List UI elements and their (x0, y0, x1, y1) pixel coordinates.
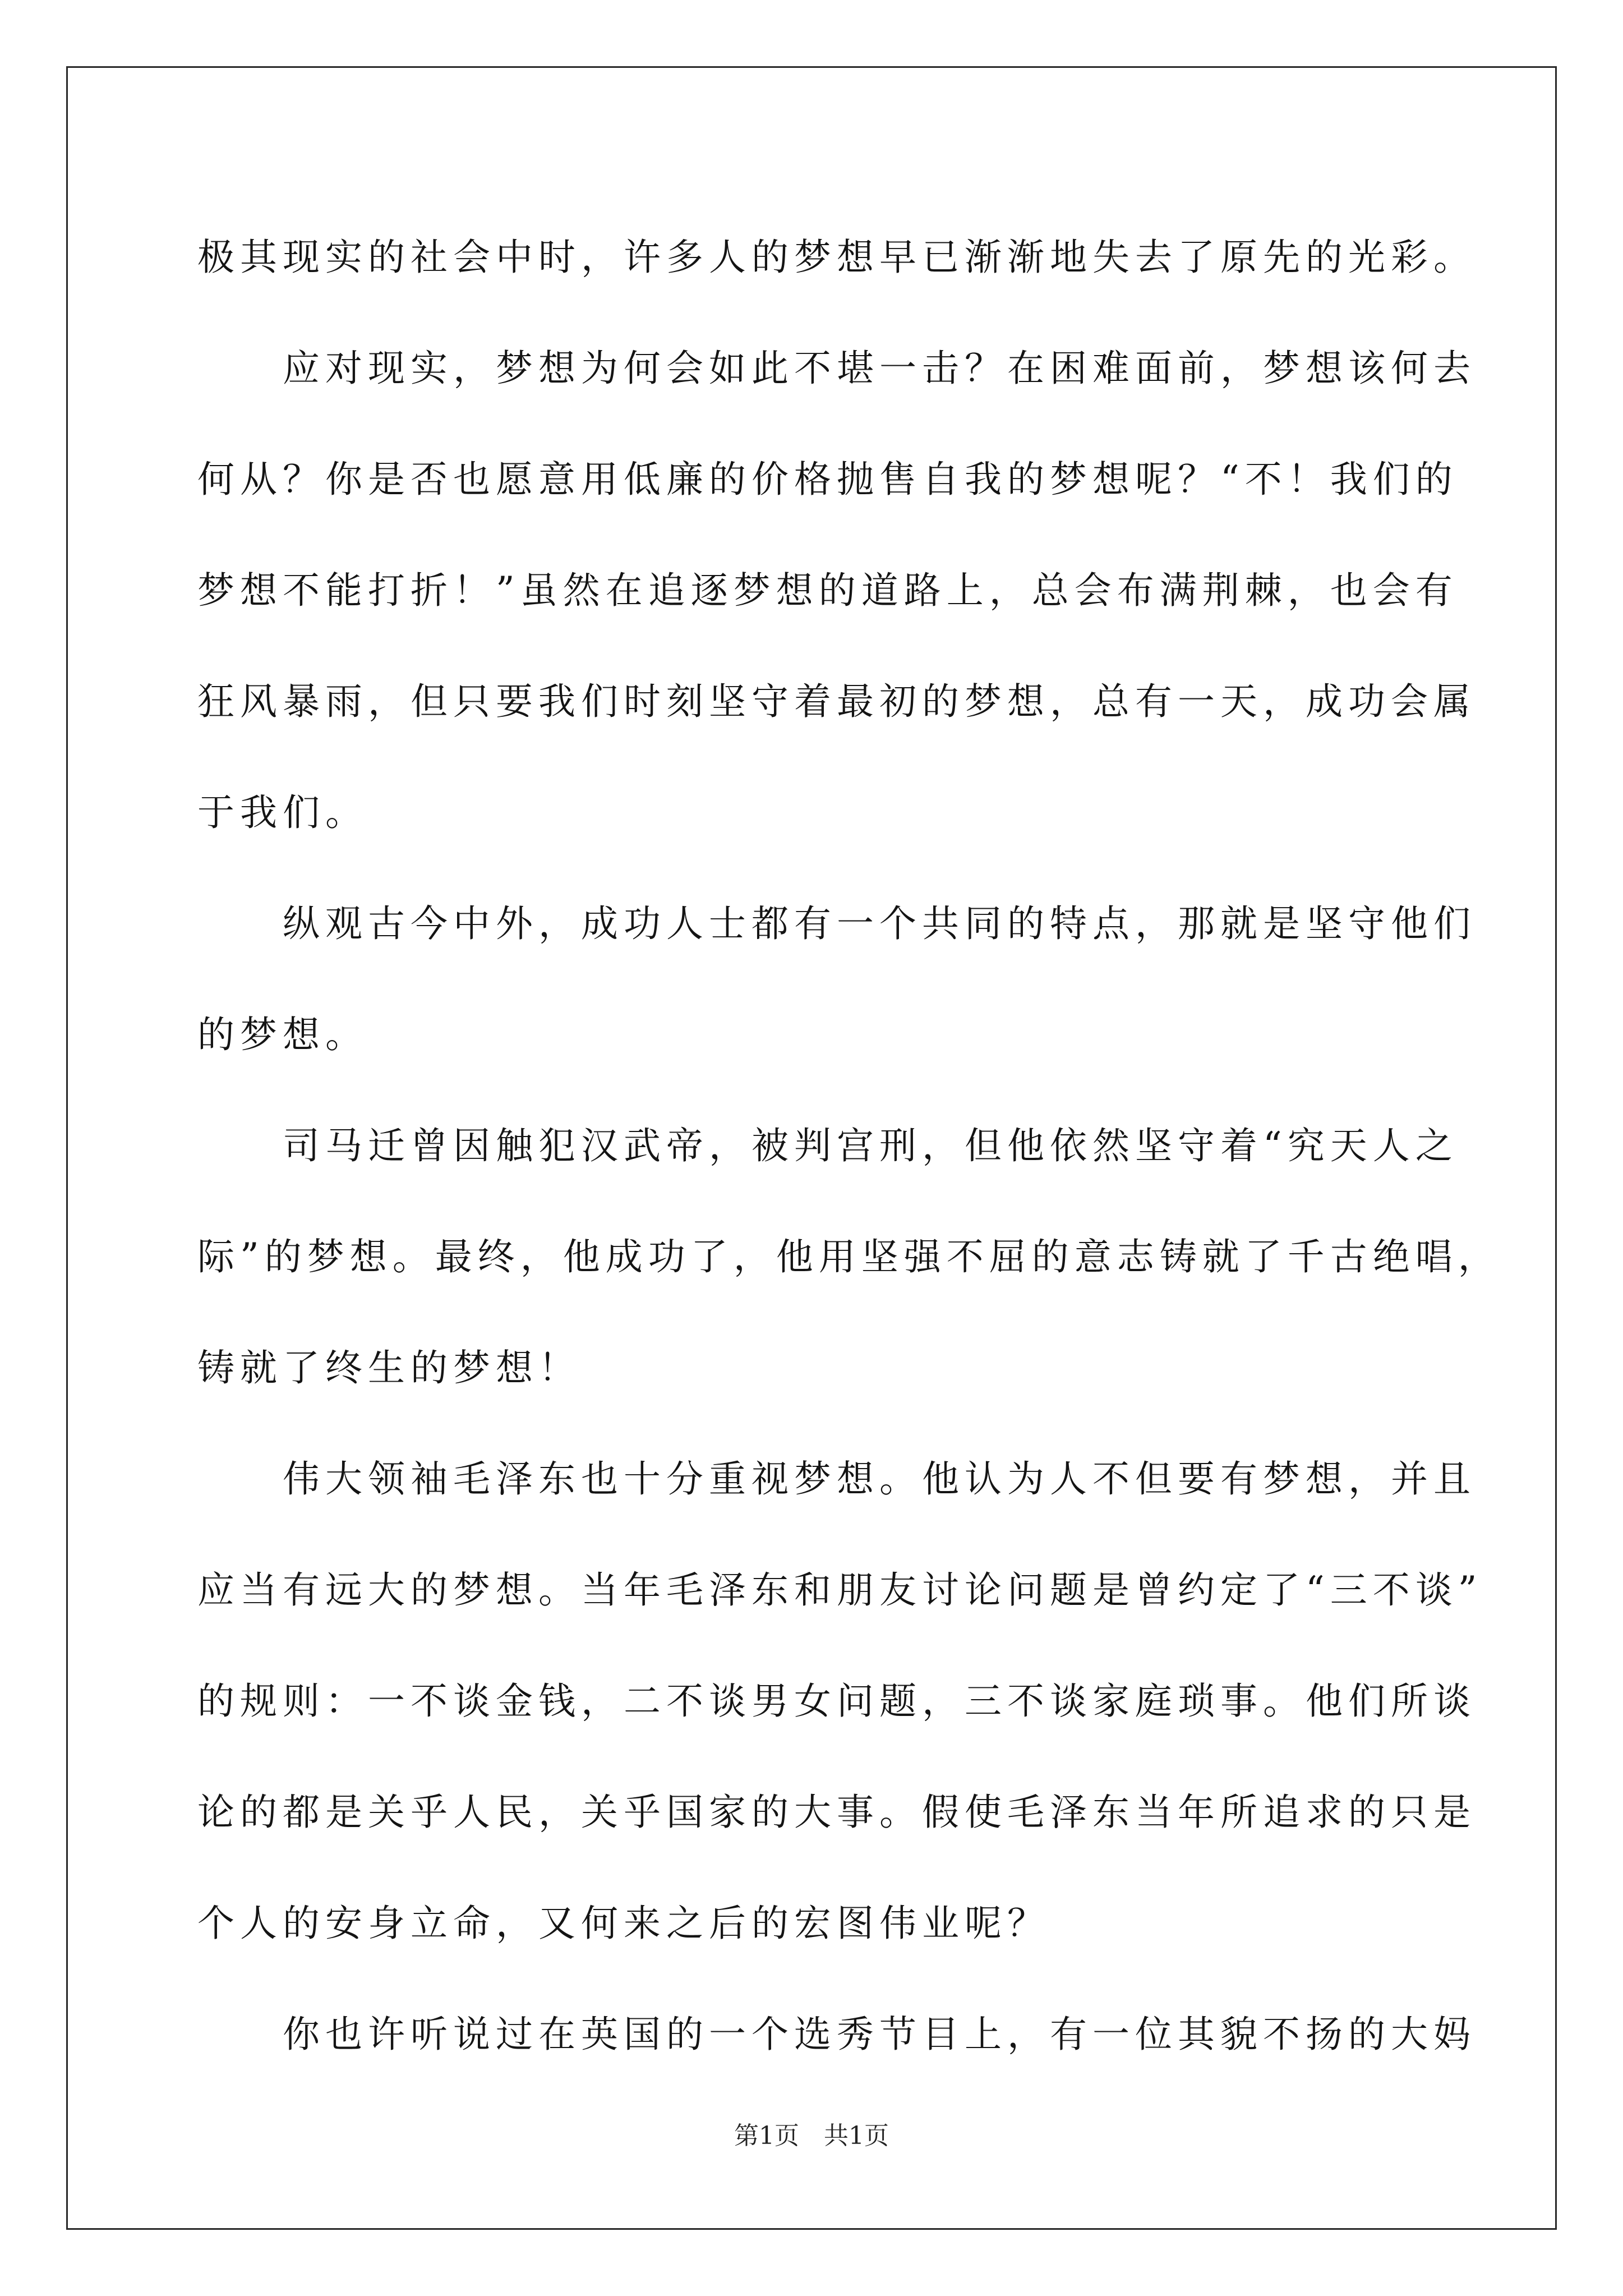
text-line: 极其现实的社会中时，许多人的梦想早已渐渐地失去了原先的光彩。 (197, 236, 1476, 279)
text-line: 狂风暴雨，但只要我们时刻坚守着最初的梦想，总有一天，成功会属 (197, 680, 1476, 723)
text-line: 应当有远大的梦想。当年毛泽东和朋友讨论问题是曾约定了“三不谈” (197, 1568, 1483, 1612)
text-line: 的规则：一不谈金钱，二不谈男女问题，三不谈家庭琐事。他们所谈 (197, 1680, 1476, 1723)
text-line: 伟大领袖毛泽东也十分重视梦想。他认为人不但要有梦想，并且 (197, 1457, 1476, 1501)
text-line: 梦想不能打折！”虽然在追逐梦想的道路上，总会布满荆棘，也会有 (197, 569, 1458, 612)
text-line: 铸就了终生的梦想！ (197, 1346, 581, 1389)
text-line: 应对现实，梦想为何会如此不堪一击？在困难面前，梦想该何去 (197, 347, 1476, 390)
text-line: 际”的梦想。最终，他成功了，他用坚强不屈的意志铸就了千古绝唱， (197, 1235, 1501, 1278)
text-line: 于我们。 (197, 791, 368, 834)
document-body (197, 202, 1501, 2090)
text-line: 个人的安身立命，又何来之后的宏图伟业呢？ (197, 1902, 1050, 1945)
text-line: 何从？你是否也愿意用低廉的价格抛售自我的梦想呢？“不！我们的 (197, 458, 1458, 501)
text-line: 纵观古今中外，成功人士都有一个共同的特点，那就是坚守他们 (197, 902, 1476, 945)
text-line: 你也许听说过在英国的一个选秀节目上，有一位其貌不扬的大妈 (197, 2013, 1476, 2056)
text-line: 论的都是关乎人民，关乎国家的大事。假使毛泽东当年所追求的只是 (197, 1791, 1476, 1834)
text-line: 的梦想。 (197, 1013, 368, 1056)
text-line: 司马迁曾因触犯汉武帝，被判宫刑，但他依然坚守着“究天人之 (197, 1124, 1458, 1167)
page-footer: 第1页 共1页 (734, 2122, 889, 2150)
